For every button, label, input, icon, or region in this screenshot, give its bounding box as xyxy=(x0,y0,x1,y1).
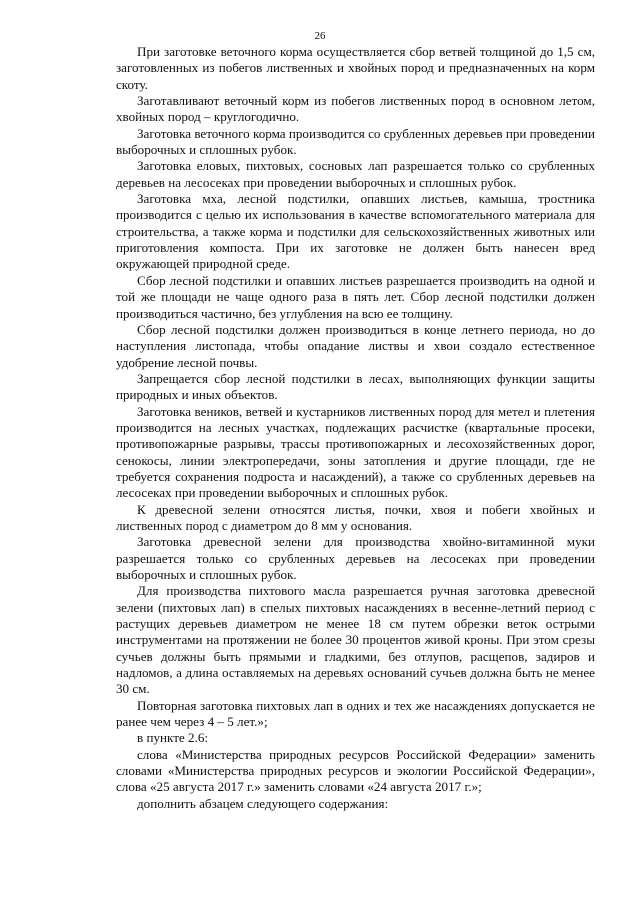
paragraph-fodder-felled-trees: Заготовка веточного корма производится со срубленных деревьев при проведении выборочных и сплошных рубок. xyxy=(116,125,596,158)
paragraph-moss-litter: Заготовка мха, лесной подстилки, опавших листьев, камыша, тростника производится с целью их использования в качестве вспомогательного материала для строительства, а также корма и подстилки для сельскохозяйственных животных или приготовления компоста. При их заготовке не должен быть нанесен вред окружающей природной среде. xyxy=(116,191,595,272)
document-body xyxy=(116,44,595,812)
paragraph-fodder-season: Заготавливают веточный корм из побегов лиственных пород в основном летом, хвойных пород – круглогодично. xyxy=(116,93,595,125)
paragraph-branch-fodder: При заготовке веточного корма осуществляется сбор ветвей толщиной до 1,5 см, заготовленных из побегов лиственных и хвойных пород и предназначенных на корм скоту. xyxy=(116,44,595,92)
paragraph-fir-oil: Для производства пихтового масла разрешается ручная заготовка древесной зелени (пихтовых лап) в спелых пихтовых насаждениях в весенне-летний период с растущих деревьев диаметром не менее 18 см путем обрезки веток острыми инструментами на протяжении не более 30 процентов живой кроны. При этом срезы сучьев должны быть прямыми и гладкими, без отлупов, расщепов, задиров и надломов, а длина оставляемых на деревьях оснований сучьев должна быть не менее 30 см. xyxy=(116,583,595,697)
paragraph-litter-timing: Сбор лесной подстилки должен производиться в конце летнего периода, но до наступления листопада, чтобы опадание листвы и хвои создало естественное удобрение лесной почвы. xyxy=(116,321,595,370)
paragraph-fir-repeat: Повторная заготовка пихтовых лап в одних и тех же насаждениях допускается не ранее чем через 4 – 5 лет.»; xyxy=(116,697,595,730)
paragraph-conifer-branches: Заготовка еловых, пихтовых, сосновых лап разрешается только со срубленных деревьев на лесосеках при проведении выборочных и сплошных рубок. xyxy=(116,158,595,190)
paragraph-litter-frequency: Сбор лесной подстилки и опавших листьев разрешается производить на одной и той же площади не чаще одного раза в пять лет. Сбор лесной подстилки должен производиться частично, без углубления на всю ее толщину. xyxy=(116,272,595,321)
paragraph-ministry-rename: слова «Министерства природных ресурсов Российской Федерации» заменить словами «Министерства природных ресурсов и экологии Российской Федерации», слова «25 августа 2017 г.» заменить словами «24 августа 2017 г.»; xyxy=(116,746,595,795)
paragraph-clause-2-6: в пункте 2.6: xyxy=(137,730,209,746)
page-number: 26 xyxy=(314,30,326,42)
paragraph-vitamin-flour: Заготовка древесной зелени для производства хвойно-витаминной муки разрешается только со срубленных деревьев на лесосеках при проведении выборочных и сплошных рубок. xyxy=(116,534,595,582)
paragraph-brooms-branches: Заготовка веников, ветвей и кустарников лиственных пород для метел и плетения производится на лесных участках, подлежащих расчистке (квартальные просеки, противопожарные разрывы, трассы противопожарных и лесохозяйственных дорог, сенокосы, линии электропередачи, зоны затопления и другие площади, где не требуется сохранения подроста и насаждений), а также со срубленных деревьев на лесосеках при проведении выборочных и сплошных рубок. xyxy=(116,403,595,501)
paragraph-litter-prohibition: Запрещается сбор лесной подстилки в лесах, выполняющих функции защиты природных и иных объектов. xyxy=(116,370,595,403)
paragraph-wood-greenery-definition: К древесной зелени относятся листья, почки, хвоя и побеги хвойных и лиственных пород с диаметром до 8 мм у основания. xyxy=(116,501,595,533)
paragraph-add-clause: дополнить абзацем следующего содержания: xyxy=(137,795,389,811)
